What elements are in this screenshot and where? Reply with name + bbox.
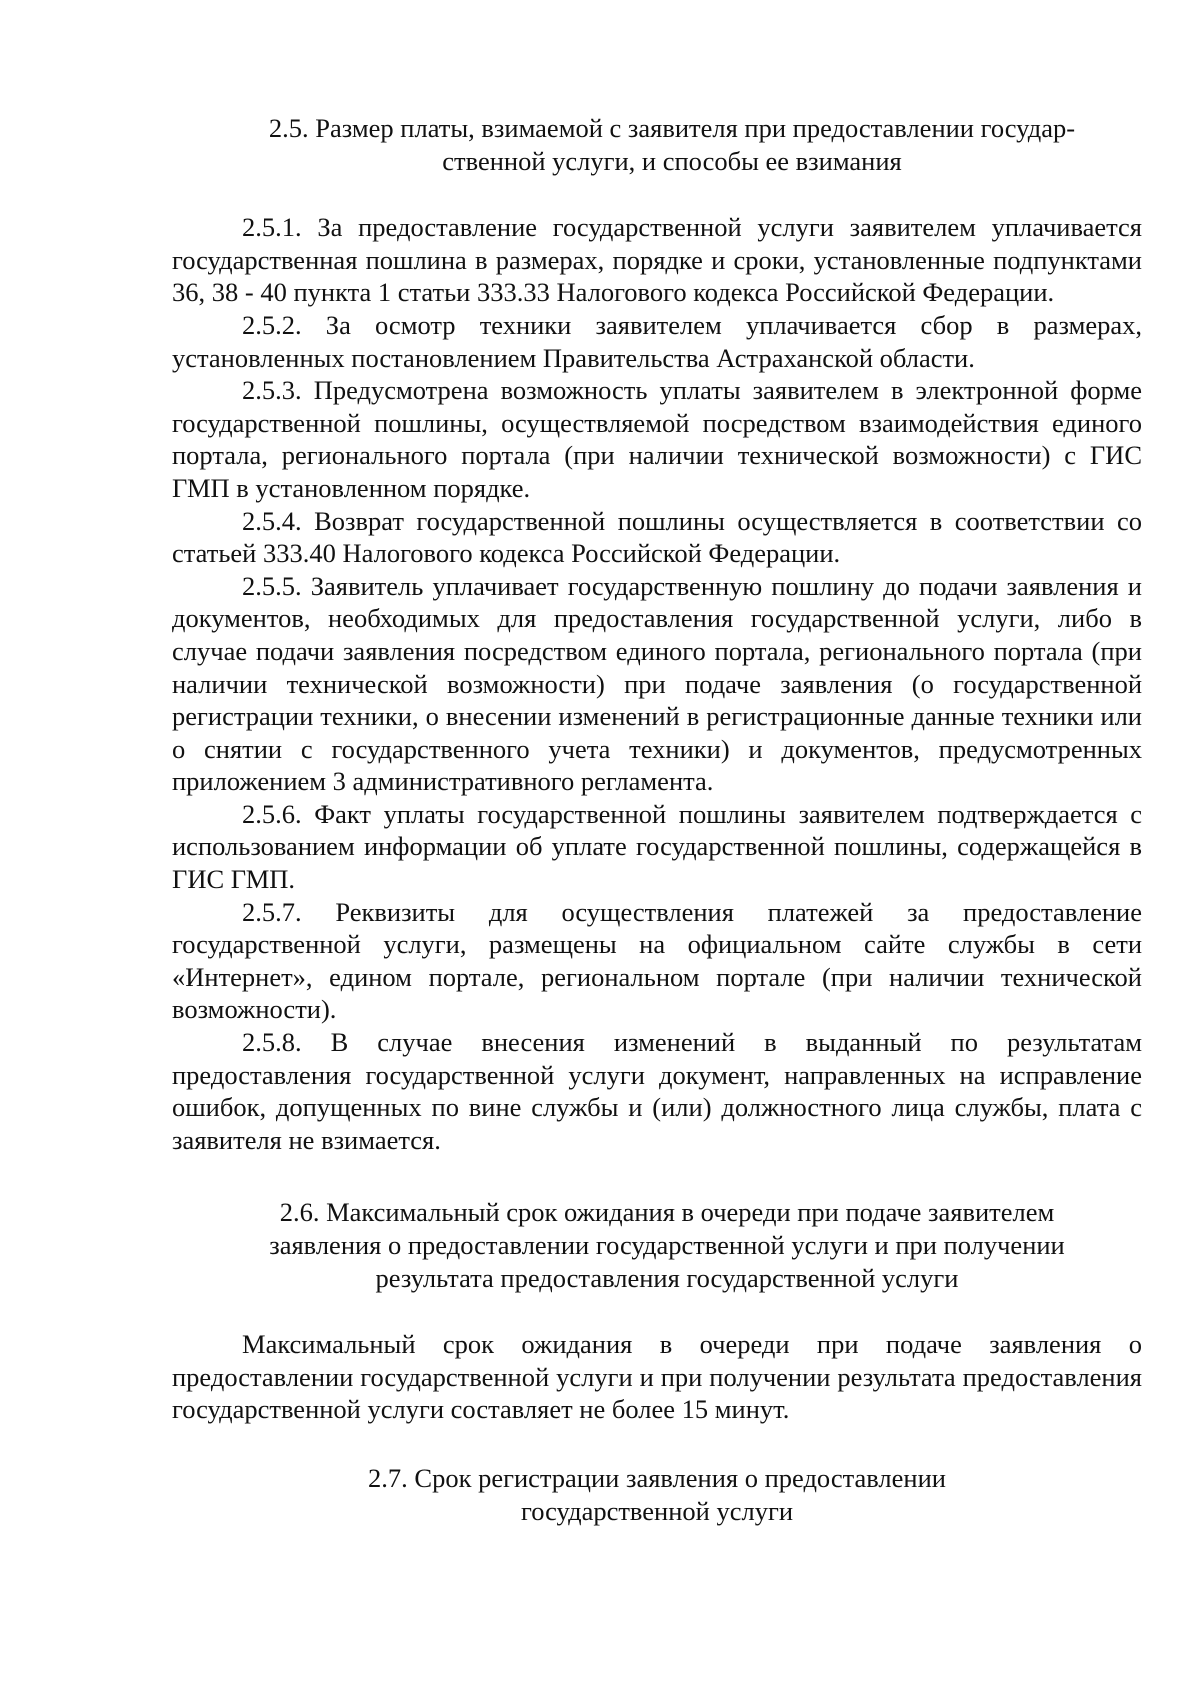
section-2-6-heading-line2: заявления о предоставлении государственной услуги и при получении <box>269 1230 1065 1260</box>
section-2-6-heading-line1: 2.6. Максимальный срок ожидания в очереди при подаче заявителем <box>279 1197 1055 1228</box>
section-2-6-heading-line3: результата предоставления государственной услуги <box>375 1262 959 1293</box>
paragraph-2-5-7: 2.5.7. Реквизиты для осуществления платежей за предоставление государственной услуги, размещены на официальном сайте службы в сети «Интернет», едином портале, региональном портале (при наличии технической возможности). <box>172 896 1142 1025</box>
document-page <box>172 112 1142 1527</box>
paragraph-2-5-2: 2.5.2. За осмотр техники заявителем уплачивается сбор в размерах, установленных постановлением Правительства Астраханской области. <box>172 309 1142 373</box>
section-2-5-heading-line2: ственной услуги, и способы ее взимания <box>442 145 902 176</box>
paragraph-2-5-6: 2.5.6. Факт уплаты государственной пошлины заявителем подтверждается с использованием информации об уплате государственной пошлины, содержащейся в ГИС ГМП. <box>172 798 1142 895</box>
section-2-7-heading <box>172 1462 1142 1527</box>
paragraph-2-5-8: 2.5.8. В случае внесения изменений в выданный по результатам предоставления государственной услуги документ, направленных на исправление ошибок, допущенных по вине службы и (или) должностного лица службы, плата с заявителя не взимается. <box>172 1027 1142 1155</box>
section-2-6-text: Максимальный срок ожидания в очереди при подаче заявления о предоставлении государственной услуги и при получении результата предоставления государственной услуги составляет не более 15 минут. <box>172 1329 1142 1425</box>
section-2-7-heading-line1: 2.7. Срок регистрации заявления о предоставлении <box>368 1462 946 1493</box>
section-2-5-heading <box>172 112 1142 177</box>
paragraph-2-5-1: 2.5.1. За предоставление государственной услуги заявителем уплачивается государственная пошлина в размерах, порядке и сроки, установленные подпунктами 36, 38 - 40 пункта 1 статьи 333.33 Налогового кодекса Российской Федерации. <box>172 212 1142 308</box>
paragraph-2-5-4: 2.5.4. Возврат государственной пошлины осуществляется в соответствии со статьей 333.40 Налогового кодекса Российской Федерации. <box>172 505 1142 569</box>
section-2-7-heading-line2: государственной услуги <box>520 1495 794 1526</box>
paragraph-2-5-5: 2.5.5. Заявитель уплачивает государственную пошлину до подачи заявления и документов, необходимых для предоставления государственной услуги, либо в случае подачи заявления посредством единого портала, регионального портала (при наличии технической возможности) при подаче заявления (о государственной регистрации техники, о внесении изменений в регистрационные данные техники или о снятии с государственного учета техники) и документов, предусмотренных приложением 3 административного регламента. <box>172 570 1142 797</box>
section-2-5-heading-line1: 2.5. Размер платы, взимаемой с заявителя при предоставлении государ- <box>268 113 1076 143</box>
section-2-6-heading <box>172 1196 1142 1294</box>
paragraph-2-5-3: 2.5.3. Предусмотрена возможность уплаты заявителем в электронной форме государственной пошлины, осуществляемой посредством взаимодействия единого портала, регионального портала (при наличии технической возможности) с ГИС ГМП в установленном порядке. <box>172 375 1142 503</box>
